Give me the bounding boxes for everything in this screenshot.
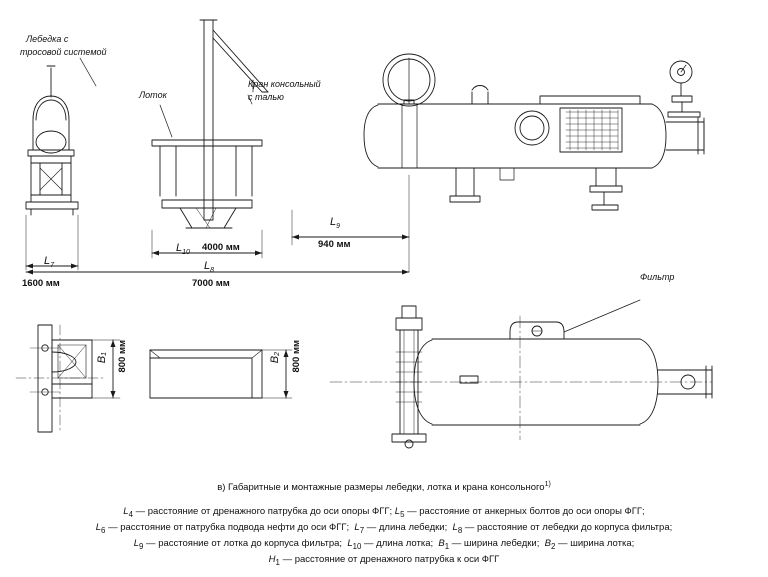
crane-callout-line1: Кран консольный	[248, 79, 321, 89]
dimension-label-B2-value: 800 мм	[291, 340, 302, 373]
crane-assembly	[152, 20, 409, 272]
dimension-label-L8-symbol: $L_8$	[204, 260, 215, 275]
figure-caption-text: в) Габаритные и монтажные размеры лебедки, лотка и крана консольного	[217, 482, 545, 494]
winch-end-view	[16, 325, 120, 432]
filter-plan-view	[330, 300, 712, 448]
dimension-label-B2-symbol: $B_2$	[269, 352, 282, 364]
legend-block	[0, 505, 768, 570]
figure-caption-superscript: 1)	[544, 481, 551, 488]
dimension-label-L7-symbol: $L_7$	[44, 255, 55, 270]
winch-callout-line1: Лебедка с	[26, 34, 69, 44]
dimension-label-L8-value: 7000 мм	[192, 278, 230, 289]
winch-callout-line2: тросовой системой	[20, 47, 107, 57]
legend-line-2: $L_6$ — расстояние от патрубка подвода нефти до оси ФГГ; $L_7$ — длина лебедки; $L_8$ — расстояние от лебедки до корпуса фильтра;	[95, 522, 673, 536]
dimension-label-B1-value: 800 мм	[117, 340, 128, 373]
legend-line-3: $L_9$ — расстояние от лотка до корпуса фильтра; $L_{10}$ — длина лотка; $B_1$ — ширина лебедки; $B_2$ — ширина лотка;	[133, 538, 635, 552]
dimension-label-L9-symbol: $L_9$	[330, 216, 341, 231]
legend-line-4: $H_1$ — расстояние от дренажного патрубка к оси ФГГ	[268, 554, 500, 568]
crane-callout-line2: с талью	[248, 92, 284, 102]
dimension-label-L9-value: 940 мм	[318, 239, 351, 250]
filter-callout: Фильтр	[640, 272, 675, 282]
dimension-B2	[284, 350, 289, 398]
dimension-label-L10-value: 4000 мм	[202, 242, 240, 253]
winch-assembly	[26, 58, 96, 270]
tray-callout: Лоток	[139, 90, 167, 100]
dimension-L8	[26, 270, 409, 275]
dimension-B1	[111, 340, 116, 398]
dimension-label-B1-symbol: $B_1$	[96, 352, 109, 364]
dimension-label-L7-value: 1600 мм	[22, 278, 60, 289]
legend-line-1: $L_4$ — расстояние от дренажного патрубка до оси опоры ФГГ; $L_5$ — расстояние от анкерных болтов до оси опоры ФГГ;	[123, 506, 645, 519]
dimension-label-L10-symbol: $L_{10}$	[176, 242, 190, 257]
filter-vessel-side-view	[364, 54, 704, 210]
figure-caption	[0, 481, 768, 493]
